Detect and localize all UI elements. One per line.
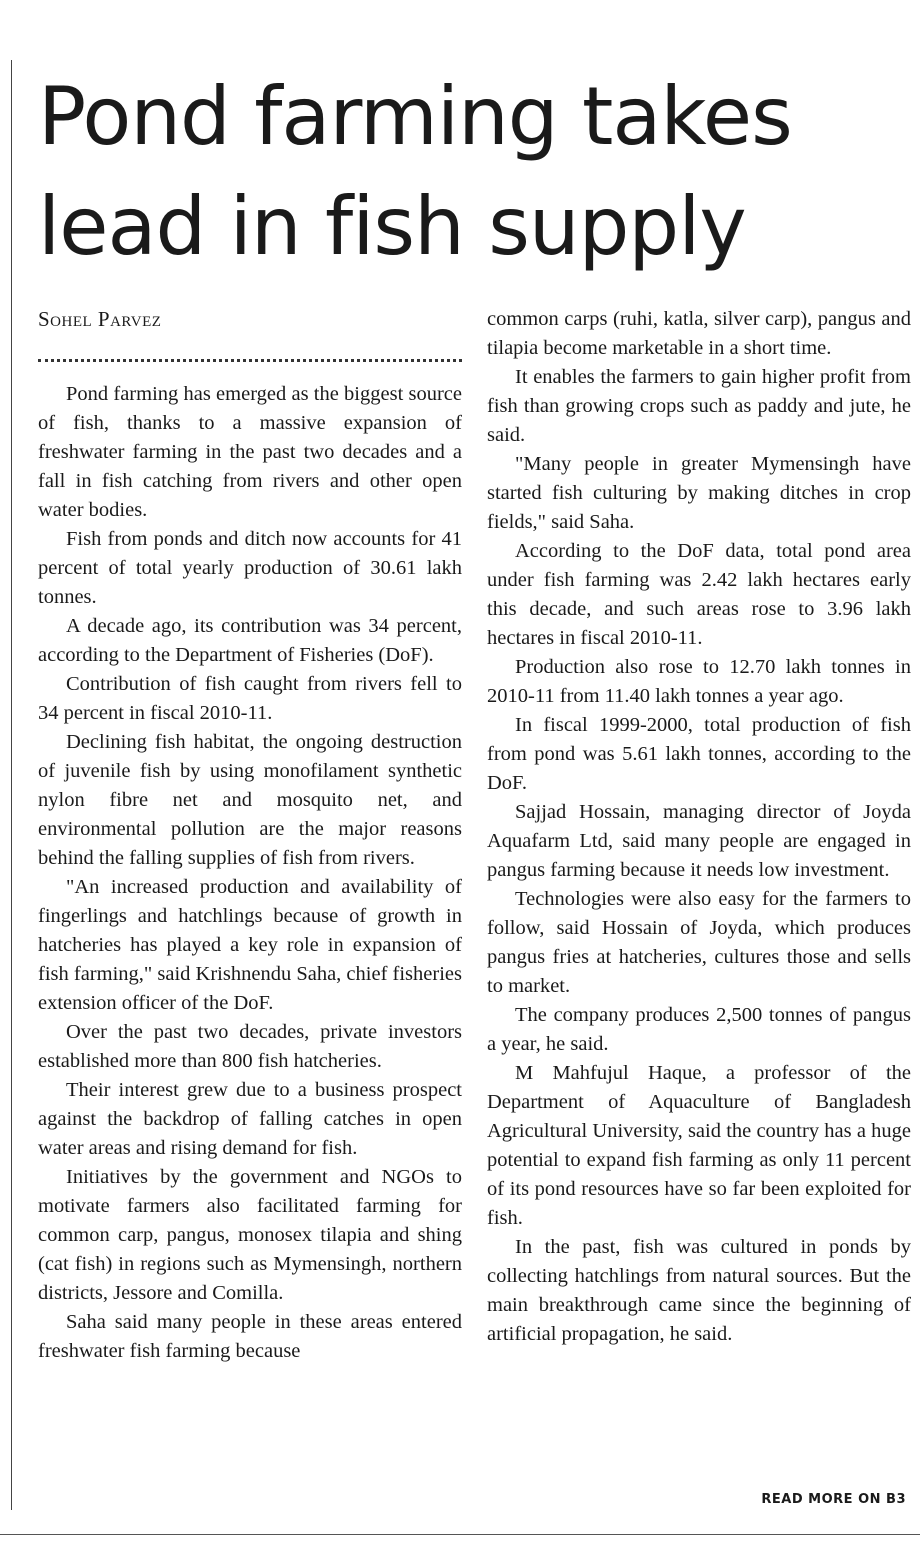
column-1 xyxy=(38,305,462,1366)
paragraph-continuation: common carps (ruhi, katla, silver carp), pangus and tilapia become marketable in a short time. xyxy=(487,308,911,359)
paragraph: Saha said many people in these areas entered freshwater fish farming because xyxy=(38,1311,462,1362)
paragraph: Fish from ponds and ditch now accounts for 41 percent of total yearly production of 30.61 lakh tonnes. xyxy=(38,528,462,608)
paragraph: M Mahfujul Haque, a professor of the Department of Aquaculture of Bangladesh Agricultural University, said the country has a huge potential to expand fish farming as only 11 percent of its pond resources have so far been exploited for fish. xyxy=(487,1062,911,1229)
paragraph: "Many people in greater Mymensingh have started fish culturing by making ditches in crop fields," said Saha. xyxy=(487,453,911,533)
paragraph: The company produces 2,500 tonnes of pangus a year, he said. xyxy=(487,1004,911,1055)
byline-dotted-divider xyxy=(38,359,462,362)
paragraph: Their interest grew due to a business prospect against the backdrop of falling catches in open water areas and rising demand for fish. xyxy=(38,1079,462,1159)
paragraph: A decade ago, its contribution was 34 percent, according to the Department of Fisheries (DoF). xyxy=(38,615,462,666)
read-more-link[interactable]: READ MORE ON B3 xyxy=(761,1492,906,1507)
paragraph: In fiscal 1999-2000, total production of fish from pond was 5.61 lakh tonnes, according to the DoF. xyxy=(487,714,911,794)
paragraph: Initiatives by the government and NGOs to motivate farmers also facilitated farming for common carp, pangus, monosex tilapia and shing (cat fish) in regions such as Mymensingh, northern districts, Jessore and Comilla. xyxy=(38,1166,462,1304)
paragraph: Sajjad Hossain, managing director of Joyda Aquafarm Ltd, said many people are engaged in pangus farming because it needs low investment. xyxy=(487,801,911,881)
column-2 xyxy=(487,305,911,1349)
paragraph: Production also rose to 12.70 lakh tonnes in 2010-11 from 11.40 lakh tonnes a year ago. xyxy=(487,656,911,707)
paragraph: According to the DoF data, total pond area under fish farming was 2.42 lakh hectares early this decade, and such areas rose to 3.96 lakh hectares in fiscal 2010-11. xyxy=(487,540,911,649)
bottom-rule xyxy=(0,1534,920,1535)
paragraph: Technologies were also easy for the farmers to follow, said Hossain of Joyda, which produces pangus fries at hatcheries, cultures those and sells to market. xyxy=(487,888,911,997)
paragraph: Contribution of fish caught from rivers fell to 34 percent in fiscal 2010-11. xyxy=(38,673,462,724)
headline: Pond farming takes lead in fish supply xyxy=(38,70,792,273)
paragraph: It enables the farmers to gain higher profit from fish than growing crops such as paddy and jute, he said. xyxy=(487,366,911,446)
paragraph: "An increased production and availability of fingerlings and hatchlings because of growth in hatcheries has played a key role in expansion of fish farming," said Krishnendu Saha, chief fisheries extension officer of the DoF. xyxy=(38,876,462,1014)
left-column-rule xyxy=(11,60,12,1510)
byline: Sohel Parvez xyxy=(38,307,162,331)
paragraph: Pond farming has emerged as the biggest source of fish, thanks to a massive expansion of freshwater farming in the past two decades and a fall in fish catching from rivers and other open water bodies. xyxy=(38,383,462,521)
paragraph: Over the past two decades, private investors established more than 800 fish hatcheries. xyxy=(38,1021,462,1072)
paragraph: Declining fish habitat, the ongoing destruction of juvenile fish by using monofilament synthetic nylon fibre net and mosquito net, and environmental pollution are the major reasons behind the falling supplies of fish from rivers. xyxy=(38,731,462,869)
paragraph: In the past, fish was cultured in ponds by collecting hatchlings from natural sources. But the main breakthrough came since the beginning of artificial propagation, he said. xyxy=(487,1236,911,1345)
